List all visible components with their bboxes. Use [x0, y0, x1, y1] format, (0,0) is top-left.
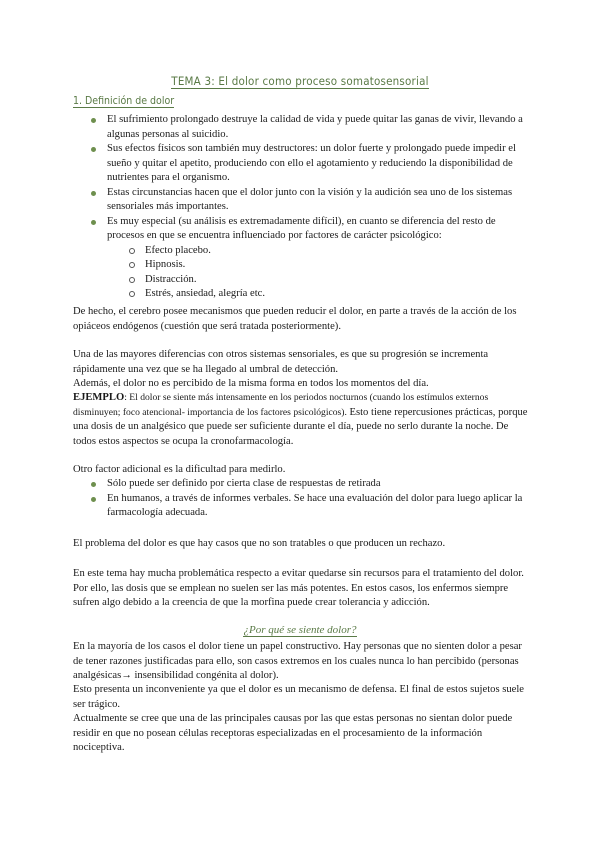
paragraph: En la mayoría de los casos el dolor tiene un papel constructivo. Hay personas que no sienten dolor a pesar de tener razones justificadas para ello, son casos extremos en los cuales nunca lo han percibido (personas analgésicas→ insensibilidad congénita al dolor). [73, 641, 522, 681]
paragraph: Una de las mayores diferencias con otros sistemas sensoriales, es que su progresión se incrementa rápidamente una vez que se ha llegado al umbral de detección. [73, 349, 489, 375]
subheading: ¿Por qué se siente dolor? [243, 624, 357, 636]
paragraph: En este tema hay mucha problemática respecto a evitar quedarse sin recursos para el tratamiento del dolor. Por ello, las dosis que se emplean no suelen ser las más potentes. En estos casos, los enfermos siempre sufren algo debido a la creencia de que la morfina puede crear tolerancia y adicción. [73, 568, 524, 608]
page-title: TEMA 3: El dolor como proceso somatosensorial [171, 74, 429, 88]
paragraph: El problema del dolor es que hay casos que no son tratables o que producen un rechazo. [73, 538, 446, 549]
list-item: Sólo puede ser definido por cierta clase de respuestas de retirada [73, 477, 528, 492]
list-item: Sus efectos físicos son también muy destructores: un dolor fuerte y prolongado puede impedir el sueño y quitar el apetito, produciendo con ello el agotamiento y reduciendo la disponibilidad de nutrientes para el organismo. [73, 142, 528, 186]
sub-list-item: Hipnosis. [73, 258, 528, 273]
example-text: Esto tiene repercusiones prácticas, porque una dosis de un analgésico que puede ser suficiente durante el día, puede no serlo durante la noche. De todos estos aspectos se ocupa la cronofarmacología. [73, 406, 528, 447]
list-item: En humanos, a través de informes verbales. Se hace una evaluación del dolor para luego aplicar la farmacología adecuada. [73, 492, 528, 521]
sub-list-item: Distracción. [73, 273, 528, 288]
paragraph: De hecho, el cerebro posee mecanismos que pueden reducir el dolor, en parte a través de la acción de los opiáceos endógenos (cuestión que será tratada posteriormente). [73, 306, 517, 332]
paragraph: Otro factor adicional es la dificultad para medirlo. [73, 464, 286, 475]
example-note: : El dolor se siente más intensamente en los periodos nocturnos (cuando los estímulos externos disminuyen; foco atencional- importancia de los factores psicológicos). [73, 392, 489, 418]
paragraph: Además, el dolor no es percibido de la misma forma en todos los momentos del día. [73, 378, 429, 389]
list-item: Estas circunstancias hacen que el dolor junto con la visión y la audición sea uno de los sistemas sensoriales más importantes. [73, 186, 528, 215]
list-item: El sufrimiento prolongado destruye la calidad de vida y puede quitar las ganas de vivir, llevando a algunas personas al suicidio. [73, 113, 528, 142]
example-paragraph [73, 391, 528, 449]
sub-list-item: Efecto placebo. [73, 244, 528, 259]
bullet-list-2 [73, 477, 528, 521]
paragraph: Actualmente se cree que una de las principales causas por las que estas personas no sientan dolor puede residir en que no posean células receptoras especializadas en el procesamiento de la información nociceptiva. [73, 713, 513, 753]
example-label: EJEMPLO [73, 392, 125, 403]
sub-list-item: Estrés, ansiedad, alegría etc. [73, 287, 528, 302]
list-item: Es muy especial (su análisis es extremadamente difícil), en cuanto se diferencia del resto de procesos en que se encuentra influenciado por factores de carácter psicológico: [73, 215, 528, 244]
paragraph: Esto presenta un inconveniente ya que el dolor es un mecanismo de defensa. El final de estos sujetos suele ser trágico. [73, 684, 524, 710]
section-heading: 1. Definición de dolor [73, 95, 175, 107]
bullet-list-1 [73, 113, 528, 302]
